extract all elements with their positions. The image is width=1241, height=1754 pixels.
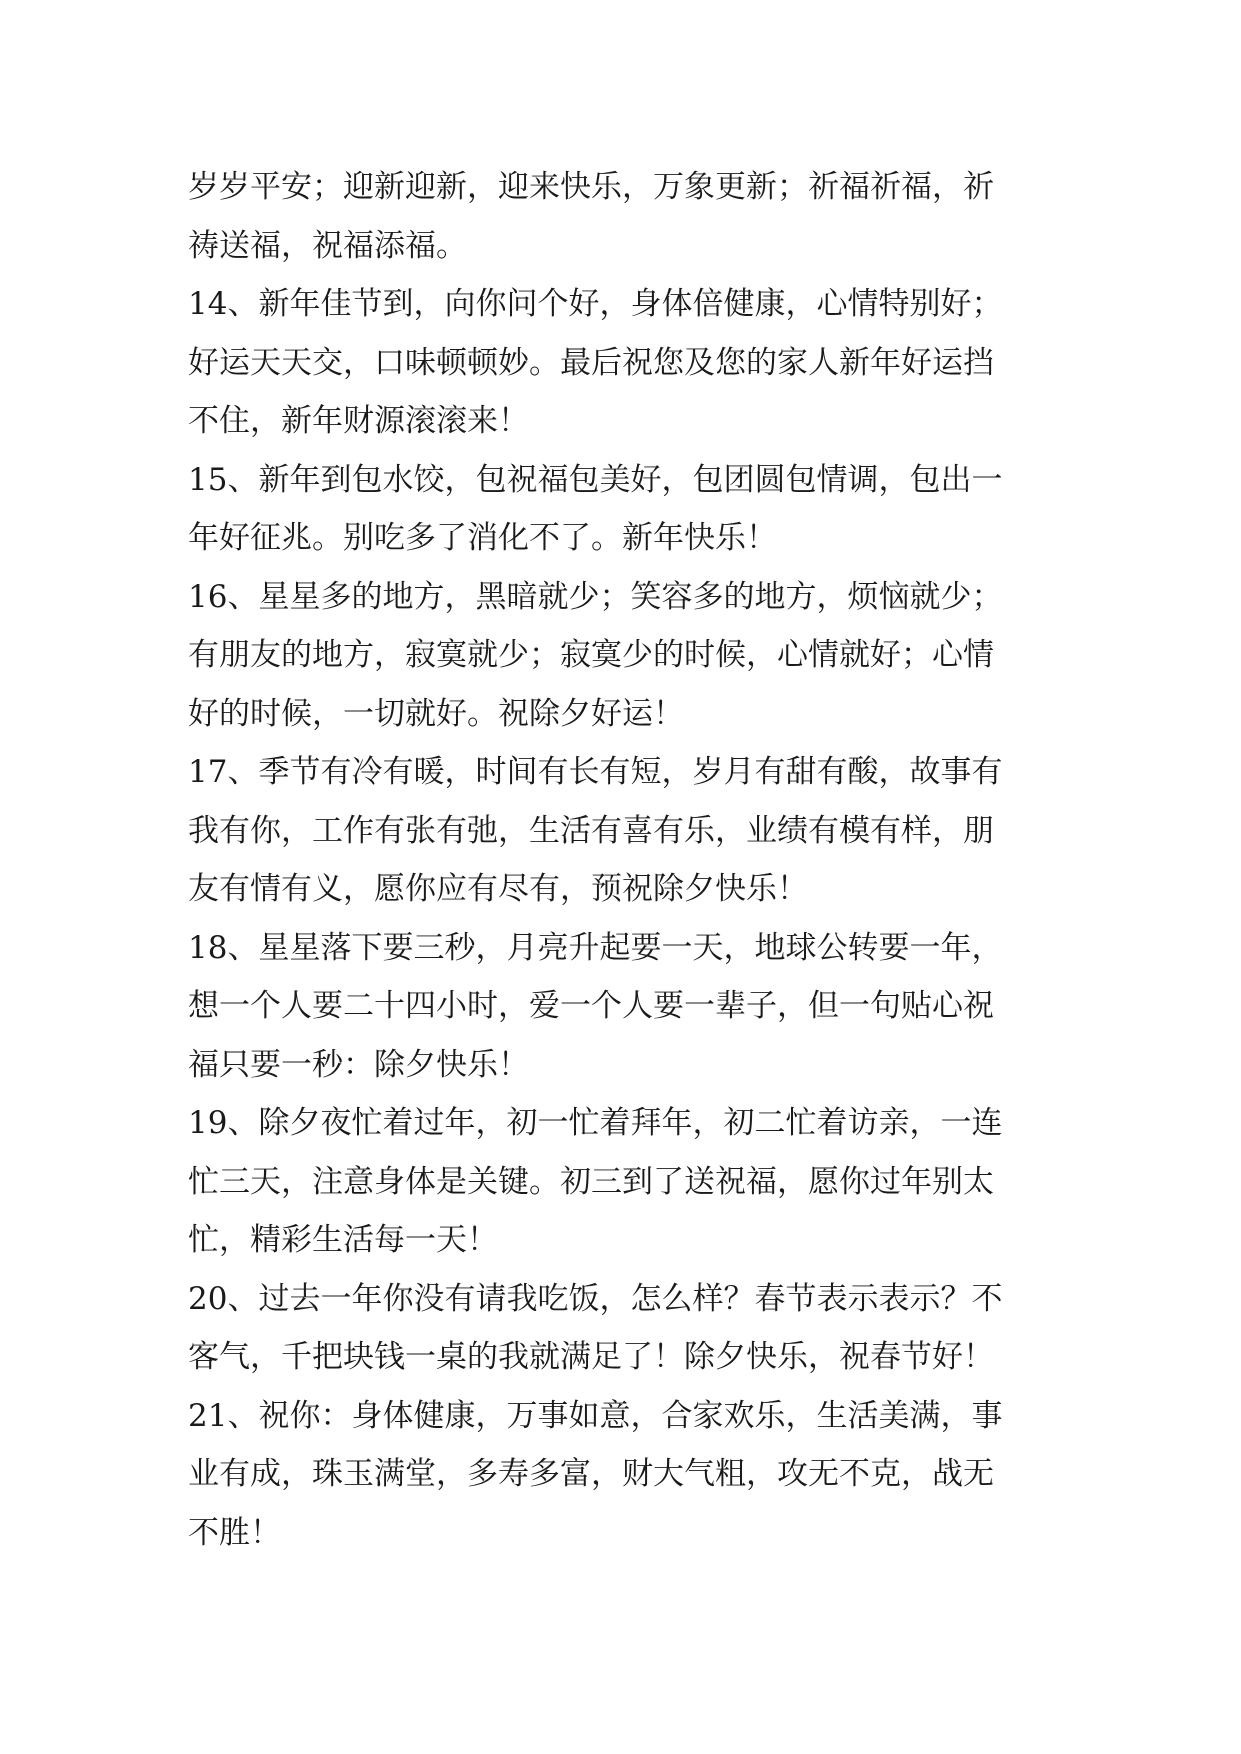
text-line: 18、星星落下要三秒，月亮升起要一天，地球公转要一年， xyxy=(188,929,1003,966)
text-line: 忙三天，注意身体是关键。初三到了送祝福，愿你过年别太 xyxy=(188,1163,994,1200)
text-line: 不住，新年财源滚滚来！ xyxy=(188,403,529,439)
text-line: 15、新年到包水饺，包祝福包美好，包团圆包情调，包出一 xyxy=(188,461,1003,498)
text-line: 14、新年佳节到，向你问个好，身体倍健康，心情特别好； xyxy=(188,286,1003,322)
text-line: 友有情有义，愿你应有尽有，预祝除夕快乐！ xyxy=(188,871,808,907)
text-line: 想一个人要二十四小时，爱一个人要一辈子，但一句贴心祝 xyxy=(188,988,994,1024)
text-line: 忙，精彩生活每一天！ xyxy=(188,1222,498,1258)
text-line: 祷送福，祝福添福。 xyxy=(188,227,467,264)
text-line: 年好征兆。别吃多了消化不了。新年快乐！ xyxy=(188,520,777,556)
text-line: 岁岁平安；迎新迎新，迎来快乐，万象更新；祈福祈福，祈 xyxy=(188,169,994,205)
text-line: 21、祝你：身体健康，万事如意，合家欢乐，生活美满，事 xyxy=(188,1397,1003,1434)
text-line: 业有成，珠玉满堂，多寿多富，财大气粗，攻无不克，战无 xyxy=(188,1456,994,1492)
text-line: 17、季节有冷有暖，时间有长有短，岁月有甜有酸，故事有 xyxy=(188,754,1003,790)
text-line: 好运天天交，口味顿顿妙。最后祝您及您的家人新年好运挡 xyxy=(188,344,994,381)
text-line: 不胜！ xyxy=(188,1514,281,1551)
text-line: 20、过去一年你没有请我吃饭，怎么样？春节表示表示？不 xyxy=(188,1280,1003,1317)
document-body xyxy=(188,158,1068,1562)
text-line: 19、除夕夜忙着过年，初一忙着拜年，初二忙着访亲，一连 xyxy=(188,1105,1003,1141)
text-line: 好的时候，一切就好。祝除夕好运！ xyxy=(188,695,684,732)
text-line: 有朋友的地方，寂寞就少；寂寞少的时候，心情就好；心情 xyxy=(188,637,994,673)
text-line: 福只要一秒：除夕快乐！ xyxy=(188,1046,529,1083)
text-line: 客气，千把块钱一桌的我就满足了！除夕快乐，祝春节好！ xyxy=(188,1339,994,1375)
text-line: 我有你，工作有张有弛，生活有喜有乐，业绩有模有样，朋 xyxy=(188,812,994,849)
text-line: 16、星星多的地方，黑暗就少；笑容多的地方，烦恼就少； xyxy=(188,578,1003,615)
